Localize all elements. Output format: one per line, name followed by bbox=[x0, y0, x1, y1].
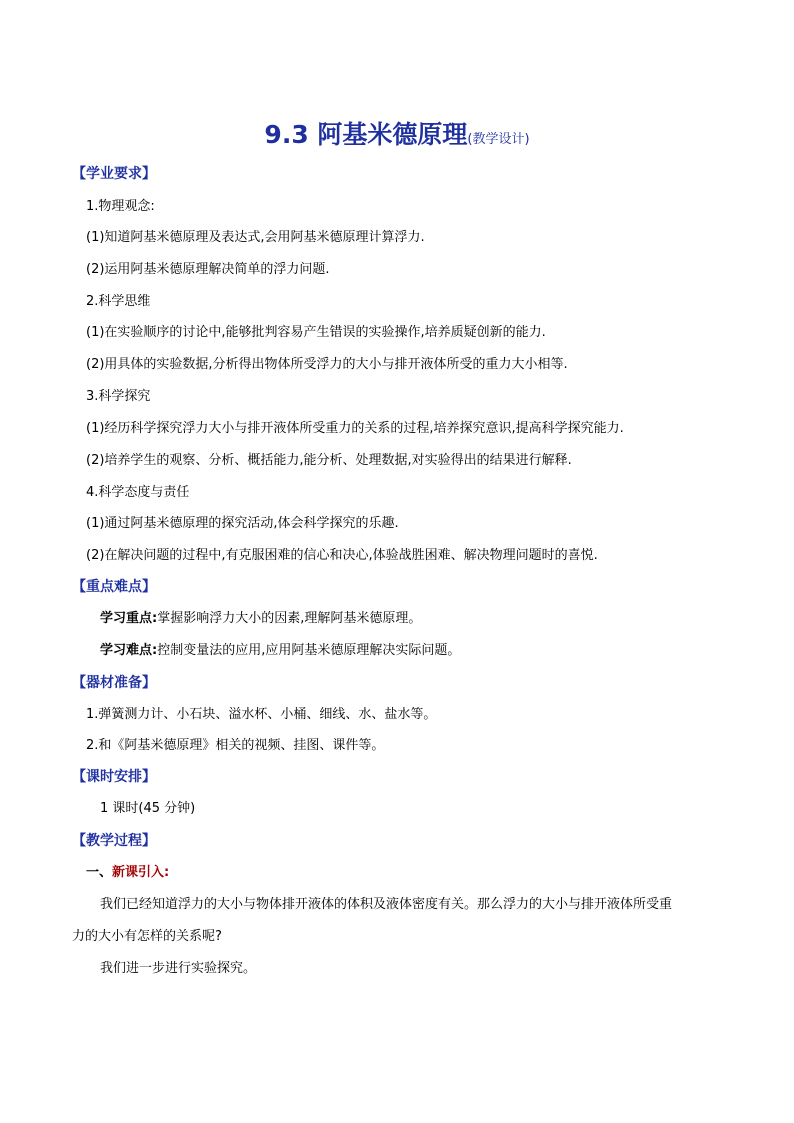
key-focus bbox=[100, 610, 421, 628]
req-item-3-1: (1)经历科学探究浮力大小与排开液体所受重力的关系的过程,培养探究意识,提高科学探究能力. bbox=[86, 421, 624, 436]
equip-item-2: 2.和《阿基米德原理》相关的视频、挂图、课件等。 bbox=[86, 738, 385, 753]
req-heading-3: 3.科学探究 bbox=[86, 389, 151, 404]
equip-item-1: 1.弹簧测力计、小石块、溢水杯、小桶、细线、水、盐水等。 bbox=[86, 707, 437, 722]
key-difficulty-label: 学习难点: bbox=[100, 643, 158, 658]
key-focus-label: 学习重点: bbox=[100, 611, 158, 626]
process-intro-heading bbox=[86, 864, 169, 882]
req-item-4-2: (2)在解决问题的过程中,有克服困难的信心和决心,体验战胜困难、解决物理问题时的喜悦. bbox=[86, 548, 598, 563]
section-heading-process: 【教学过程】 bbox=[72, 833, 156, 849]
req-item-4-1: (1)通过阿基米德原理的探究活动,体会科学探究的乐趣. bbox=[86, 516, 399, 531]
process-intro-number: 一、 bbox=[86, 865, 113, 880]
section-heading-schedule: 【课时安排】 bbox=[72, 769, 156, 785]
title-subtitle: (教学设计) bbox=[467, 132, 530, 147]
key-difficulty-text: 控制变量法的应用,应用阿基米德原理解决实际问题。 bbox=[157, 643, 461, 658]
process-paragraph-1-line-2: 力的大小有怎样的关系呢? bbox=[72, 929, 222, 944]
req-item-3-2: (2)培养学生的观察、分析、概括能力,能分析、处理数据,对实验得出的结果进行解释. bbox=[86, 453, 572, 468]
page-title bbox=[0, 115, 794, 151]
title-main: 9.3 阿基米德原理 bbox=[264, 120, 468, 149]
req-item-1-2: (2)运用阿基米德原理解决简单的浮力问题. bbox=[86, 262, 330, 277]
req-heading-2: 2.科学思维 bbox=[86, 294, 151, 309]
process-paragraph-1-line-1: 我们已经知道浮力的大小与物体排开液体的体积及液体密度有关。那么浮力的大小与排开液体所受重 bbox=[100, 897, 673, 912]
section-heading-requirements: 【学业要求】 bbox=[72, 166, 156, 182]
key-focus-text: 掌握影响浮力大小的因素,理解阿基米德原理。 bbox=[157, 611, 422, 626]
schedule-text: 1 课时(45 分钟) bbox=[100, 801, 196, 816]
req-item-2-2: (2)用具体的实验数据,分析得出物体所受浮力的大小与排开液体所受的重力大小相等. bbox=[86, 357, 568, 372]
req-item-1-1: (1)知道阿基米德原理及表达式,会用阿基米德原理计算浮力. bbox=[86, 230, 425, 245]
req-heading-4: 4.科学态度与责任 bbox=[86, 485, 190, 500]
process-intro-label: 新课引入: bbox=[112, 865, 170, 880]
req-item-2-1: (1)在实验顺序的讨论中,能够批判容易产生错误的实验操作,培养质疑创新的能力. bbox=[86, 325, 546, 340]
process-paragraph-2: 我们进一步进行实验探究。 bbox=[100, 961, 257, 976]
req-heading-1: 1.物理观念: bbox=[86, 199, 155, 214]
key-difficulty bbox=[100, 642, 460, 660]
section-heading-equipment: 【器材准备】 bbox=[72, 675, 156, 691]
section-heading-key-points: 【重点难点】 bbox=[72, 579, 156, 595]
